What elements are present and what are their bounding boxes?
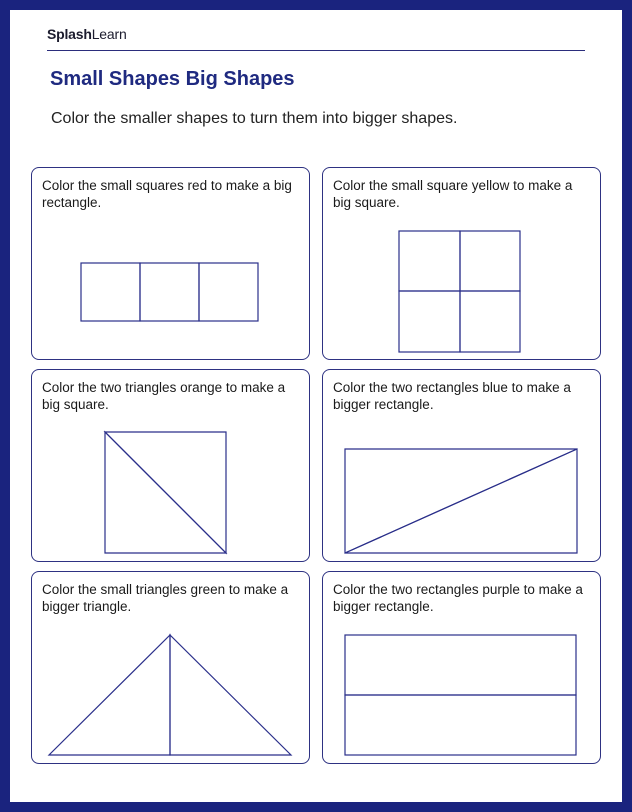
page-title: Small Shapes Big Shapes (50, 68, 295, 90)
small-square[interactable] (399, 231, 460, 291)
card-squares-red (31, 167, 310, 360)
card-prompt: Color the two rectangles purple to make a bigger rectangle. (333, 582, 583, 614)
two-triangles-triangle-figure (32, 572, 311, 765)
worksheet-page (10, 10, 622, 802)
brand-logo-bold: Splash (47, 26, 92, 42)
four-squares-square-figure (323, 168, 602, 361)
triangle[interactable] (345, 449, 577, 553)
triangle[interactable] (105, 432, 226, 553)
small-triangle[interactable] (49, 635, 170, 755)
card-prompt: Color the small triangles green to make a bigger triangle. (42, 582, 289, 614)
card-rectangles-purple (322, 571, 601, 764)
two-rectangles-rectangle-figure (323, 572, 602, 765)
card-prompt: Color the small square yellow to make a big square. (333, 178, 573, 210)
small-square[interactable] (81, 263, 140, 321)
two-triangles-square-figure (32, 370, 311, 563)
card-triangles-orange (31, 369, 310, 562)
brand-logo (47, 26, 127, 42)
card-prompt: Color the two triangles orange to make a big square. (42, 380, 286, 412)
small-rectangle[interactable] (345, 695, 576, 755)
header-divider (47, 50, 585, 51)
small-square[interactable] (460, 231, 520, 291)
brand-logo-light: Learn (91, 26, 127, 42)
small-triangle[interactable] (170, 635, 291, 755)
card-prompt: Color the small squares red to make a big rectangle. (42, 178, 292, 210)
small-square[interactable] (199, 263, 258, 321)
card-triangles-green (31, 571, 310, 764)
card-rectangles-blue (322, 369, 601, 562)
small-square[interactable] (460, 291, 520, 352)
card-squares-yellow (322, 167, 601, 360)
small-square[interactable] (399, 291, 460, 352)
small-rectangle[interactable] (345, 635, 576, 695)
card-prompt: Color the two rectangles blue to make a bigger rectangle. (333, 380, 571, 412)
two-triangles-rectangle-figure (323, 370, 602, 563)
three-squares-rectangle-figure (32, 168, 311, 361)
small-square[interactable] (140, 263, 199, 321)
page-instruction: Color the smaller shapes to turn them into bigger shapes. (51, 110, 458, 127)
